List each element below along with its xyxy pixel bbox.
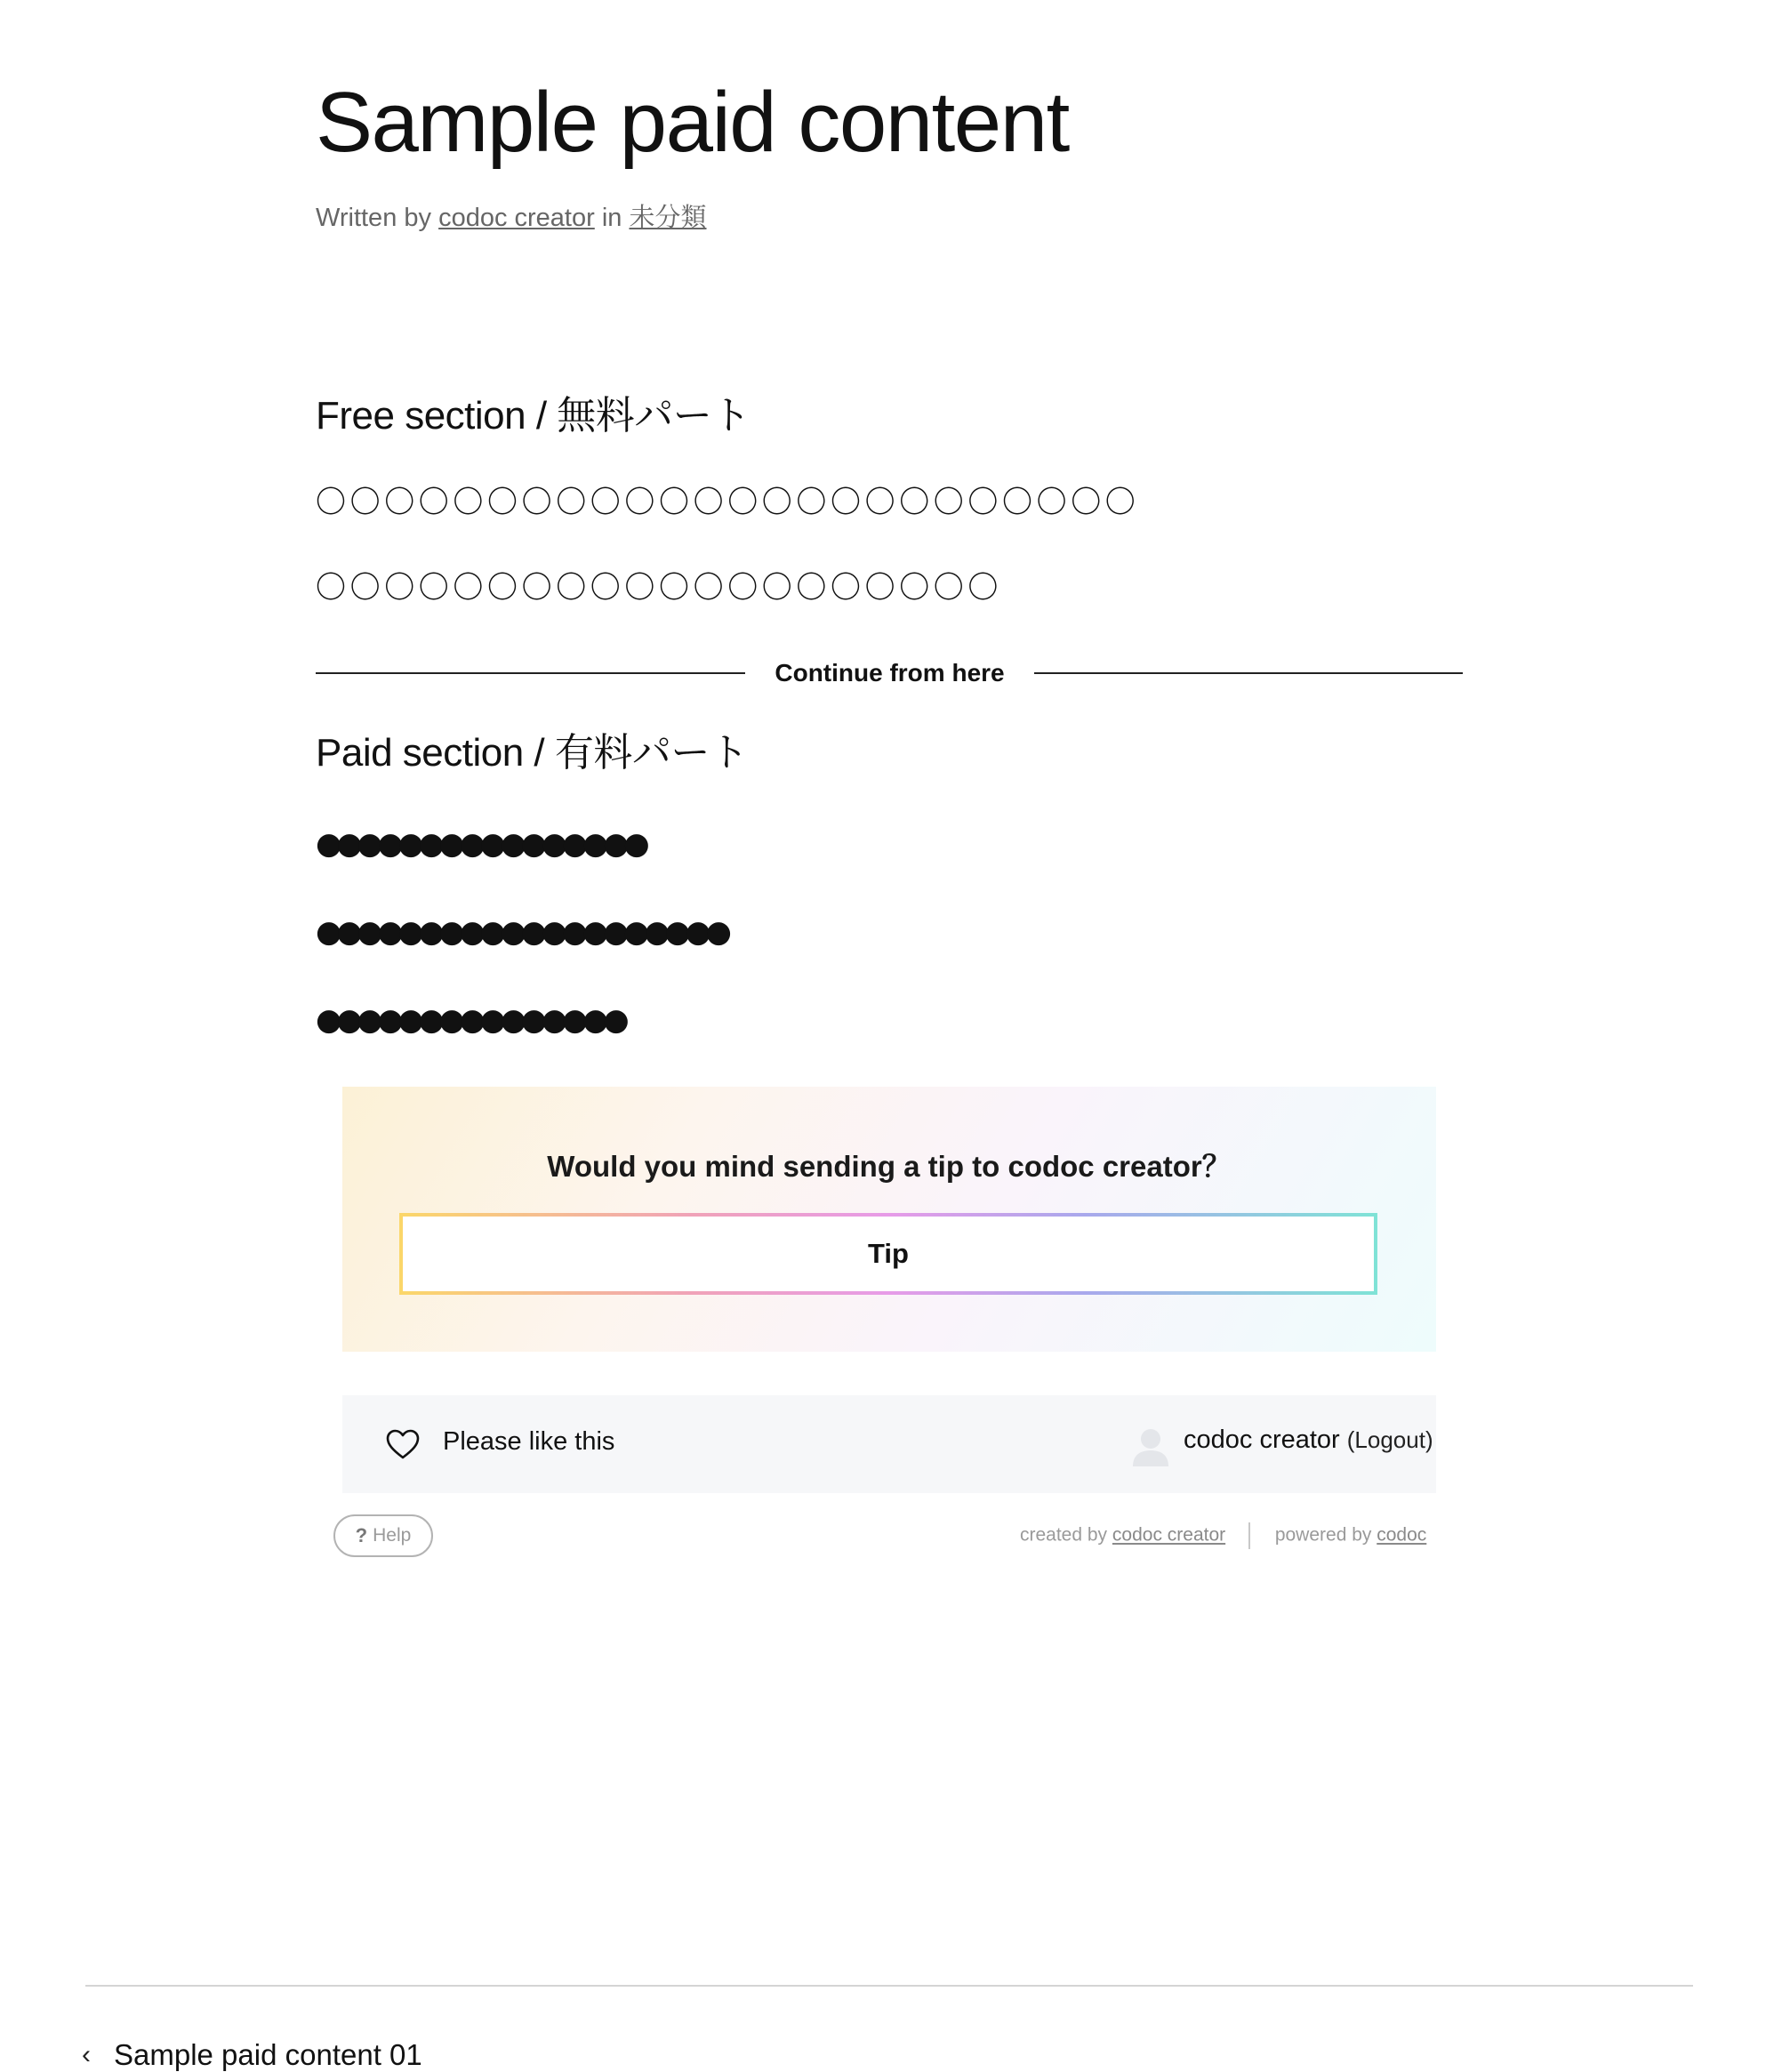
- paid-section-heading: Paid section / 有料パート: [316, 731, 749, 775]
- user-name: [1184, 1426, 1433, 1455]
- tip-question: Would you mind sending a tip to codoc creator？: [547, 1150, 1232, 1183]
- help-button[interactable]: [333, 1514, 433, 1557]
- byline-in: in: [601, 204, 622, 232]
- prev-post-title: Sample paid content 01: [114, 2038, 422, 2071]
- avatar-icon: [1131, 1426, 1170, 1466]
- powered-by-prefix: powered by: [1274, 1524, 1372, 1546]
- help-label: Help: [373, 1525, 412, 1546]
- byline: [316, 197, 707, 234]
- divider-line-right: [1034, 672, 1463, 674]
- chevron-left-icon: ‹: [82, 2040, 91, 2069]
- prev-post-link[interactable]: [82, 2038, 422, 2072]
- footer-divider: [85, 1985, 1693, 1987]
- paywall-divider: [316, 661, 1463, 686]
- divider-label: Continue from here: [775, 659, 1005, 687]
- credits: [1020, 1522, 1427, 1549]
- creator-link[interactable]: codoc creator: [1112, 1524, 1226, 1546]
- free-section-heading: Free section / 無料パート: [316, 394, 751, 438]
- paid-paragraph: ●●●●●●●●●●●●●●●: [316, 1002, 624, 1038]
- paid-paragraph: ●●●●●●●●●●●●●●●●: [316, 826, 645, 862]
- page-title: Sample paid content: [316, 75, 1069, 170]
- category-link[interactable]: 未分類: [629, 204, 707, 232]
- like-bar: [342, 1395, 1436, 1493]
- help-icon: ?: [355, 1524, 368, 1546]
- author-link[interactable]: codoc creator: [438, 204, 595, 232]
- byline-prefix: Written by: [316, 204, 432, 232]
- created-by-prefix: created by: [1020, 1524, 1108, 1546]
- user-name-text: codoc creator: [1184, 1426, 1340, 1454]
- tip-button[interactable]: Tip: [399, 1213, 1377, 1295]
- credit-separator: [1248, 1522, 1250, 1549]
- like-label[interactable]: Please like this: [443, 1427, 615, 1456]
- paid-paragraph: ●●●●●●●●●●●●●●●●●●●●: [316, 914, 726, 950]
- tip-panel: [342, 1087, 1436, 1352]
- free-paragraph: 〇〇〇〇〇〇〇〇〇〇〇〇〇〇〇〇〇〇〇〇: [316, 570, 1002, 606]
- divider-line-left: [316, 672, 745, 674]
- free-paragraph: 〇〇〇〇〇〇〇〇〇〇〇〇〇〇〇〇〇〇〇〇〇〇〇〇: [316, 485, 1140, 520]
- logout-link[interactable]: (Logout): [1346, 1426, 1433, 1453]
- codoc-link[interactable]: codoc: [1377, 1524, 1427, 1546]
- heart-icon[interactable]: [385, 1427, 421, 1463]
